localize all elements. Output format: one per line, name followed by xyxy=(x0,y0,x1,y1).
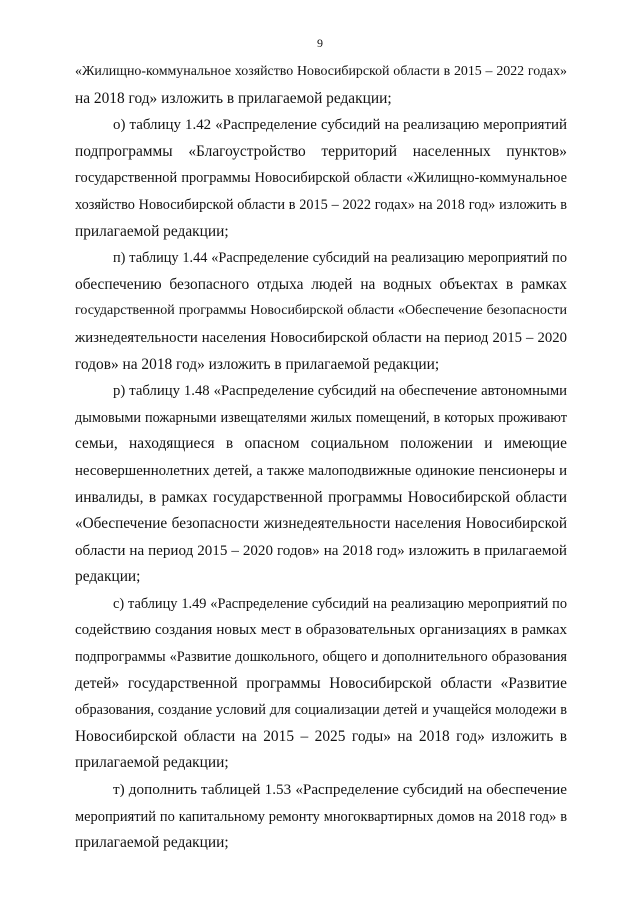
text-line: инвалиды, в рамках государственной программы Новосибирской области xyxy=(75,488,567,506)
text-line: р) таблицу 1.48 «Распределение субсидий на обеспечение автономными xyxy=(113,383,567,400)
text-line: обеспечению безопасного отдыха людей на водных объектах в рамках xyxy=(75,275,567,293)
paragraph-item-o xyxy=(75,112,567,245)
text-line: семьи, находящиеся в опасном социальном положении и имеющие xyxy=(75,435,567,453)
text-line: п) таблицу 1.44 «Распределение субсидий на реализацию мероприятий по xyxy=(113,250,567,267)
text-line: мероприятий по капитальному ремонту многоквартирных домов на 2018 год» в xyxy=(75,808,567,825)
text-line: на 2018 год» изложить в прилагаемой редакции; xyxy=(75,89,392,107)
text-line: подпрограммы «Благоустройство территорий населенных пунктов» xyxy=(75,142,567,160)
text-line: государственной программы Новосибирской области «Обеспечение безопасности xyxy=(75,303,567,319)
text-line: т) дополнить таблицей 1.53 «Распределение субсидий на обеспечение xyxy=(113,781,567,799)
text-line: редакции; xyxy=(75,568,141,586)
text-line: с) таблицу 1.49 «Распределение субсидий на реализацию мероприятий по xyxy=(113,595,567,612)
text-line: несовершеннолетних детей, а также малоподвижные одинокие пенсионеры и xyxy=(75,462,567,479)
text-line: области на период 2015 – 2020 годов» на 2018 год» изложить в прилагаемой xyxy=(75,542,567,559)
text-line: образования, создание условий для социализации детей и учащейся молодежи в xyxy=(75,702,567,719)
text-line: хозяйство Новосибирской области в 2015 – 2022 годах» на 2018 год» изложить в xyxy=(75,196,567,213)
text-line: о) таблицу 1.42 «Распределение субсидий на реализацию мероприятий xyxy=(113,117,567,134)
text-line: Новосибирской области на 2015 – 2025 годы» на 2018 год» изложить в xyxy=(75,727,567,745)
text-line: «Обеспечение безопасности жизнедеятельности населения Новосибирской xyxy=(75,515,567,533)
paragraph-item-r xyxy=(75,378,567,591)
text-line: детей» государственной программы Новосибирской области «Развитие xyxy=(75,674,567,692)
text-line: прилагаемой редакции; xyxy=(75,834,229,852)
text-line: содействию создания новых мест в образовательных организациях в рамках xyxy=(75,622,567,639)
paragraph-item-s xyxy=(75,591,567,777)
text-line: государственной программы Новосибирской области «Жилищно-коммунальное xyxy=(75,170,567,187)
text-line: дымовыми пожарными извещателями жилых помещений, в которых проживают xyxy=(75,409,567,426)
document-body xyxy=(75,59,567,857)
paragraph-continuation xyxy=(75,59,567,112)
text-line: «Жилищно-коммунальное хозяйство Новосибирской области в 2015 – 2022 годах» xyxy=(75,64,567,79)
paragraph-item-p xyxy=(75,245,567,378)
text-line: прилагаемой редакции; xyxy=(75,222,229,240)
text-line: подпрограммы «Развитие дошкольного, общего и дополнительного образования xyxy=(75,649,567,666)
page-number: 9 xyxy=(317,36,323,50)
text-line: жизнедеятельности населения Новосибирской области на период 2015 – 2020 xyxy=(75,329,567,346)
text-line: годов» на 2018 год» изложить в прилагаемой редакции; xyxy=(75,355,440,373)
paragraph-item-t xyxy=(75,777,567,857)
text-line: прилагаемой редакции; xyxy=(75,754,229,772)
